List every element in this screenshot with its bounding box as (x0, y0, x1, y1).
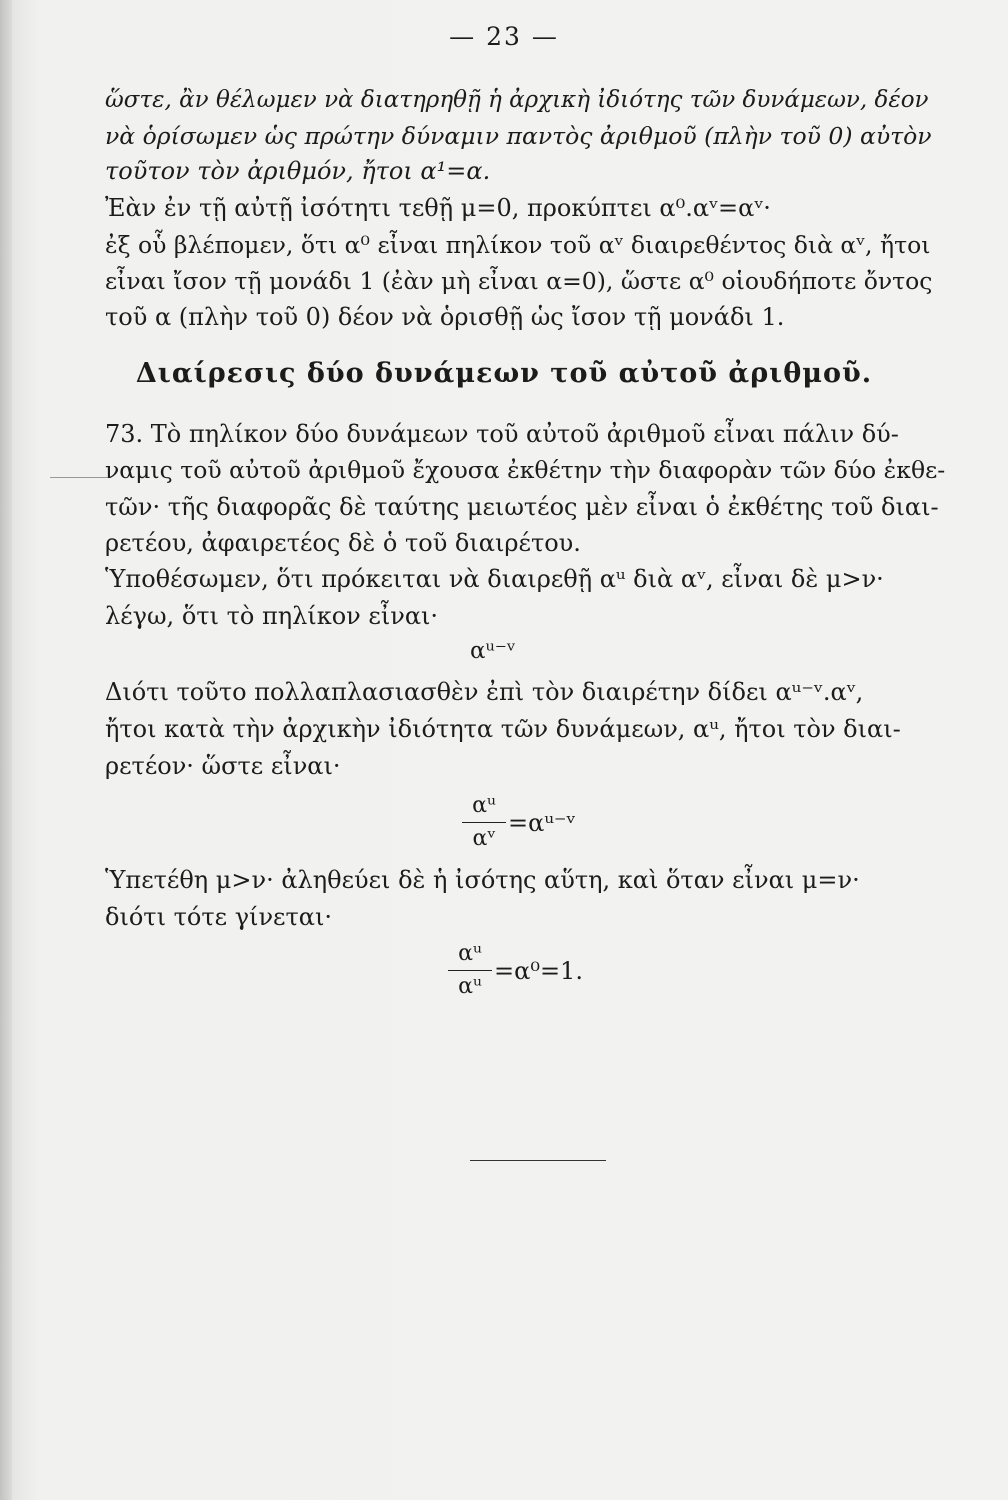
text-line: τοῦτον τὸν ἀριθμόν, ἤτοι α¹=α. (105, 157, 491, 185)
fraction-denominator: αᵛ (472, 826, 496, 851)
fraction-result: =αᵘ⁻ᵛ (508, 809, 576, 837)
page-number: — 23 — (449, 22, 559, 51)
page-spine-shadow (0, 0, 12, 1500)
fraction-equal-powers (448, 940, 492, 1001)
text-line: νὰ ὁρίσωμεν ὡς πρώτην δύναμιν παντὸς ἀριθμοῦ (πλὴν τοῦ 0) αὐτὸν (105, 122, 932, 150)
section-heading: Διαίρεσις δύο δυνάμεων τοῦ αὐτοῦ ἀριθμοῦ. (135, 358, 873, 389)
text-line: διότι τότε γίνεται· (105, 903, 332, 931)
text-line: ρετέου, ἀφαιρετέος δὲ ὁ τοῦ διαιρέτου. (105, 529, 581, 557)
fraction-denominator: αᵘ (458, 974, 482, 999)
text-line: τοῦ α (πλὴν τοῦ 0) δέον νὰ ὁρισθῇ ὡς ἴσον τῇ μονάδι 1. (105, 303, 785, 331)
fraction-bar (462, 822, 506, 823)
end-rule (470, 1160, 606, 1161)
text-line: ναμις τοῦ αὐτοῦ ἀριθμοῦ ἔχουσα ἐκθέτην τὴν διαφορὰν τῶν δύο ἐκθε- (105, 456, 946, 484)
text-line: ἐξ οὗ βλέπομεν, ὅτι α⁰ εἶναι πηλίκον τοῦ αᵛ διαιρεθέντος διὰ αᵛ, ἤτοι (105, 231, 931, 259)
text-line: ἤτοι κατὰ τὴν ἀρχικὴν ἰδιότητα τῶν δυνάμεων, αᵘ, ἤτοι τὸν διαι- (105, 715, 901, 743)
fraction-numerator: αᵘ (472, 793, 496, 818)
text-line: Ἐὰν ἐν τῇ αὐτῇ ἰσότητι τεθῇ μ=0, προκύπτει α⁰.αᵛ=αᵛ· (105, 194, 771, 222)
text-line: Ὑποθέσωμεν, ὅτι πρόκειται νὰ διαιρεθῇ αᵘ διὰ αᵛ, εἶναι δὲ μ>ν· (105, 565, 884, 593)
formula-quotient: αᵘ⁻ᵛ (470, 638, 516, 664)
text-line: Ὑπετέθη μ>ν· ἀληθεύει δὲ ἡ ἰσότης αὕτη, καὶ ὅταν εἶναι μ=ν· (105, 866, 860, 894)
fraction-numerator: αᵘ (458, 941, 482, 966)
text-line: 73. Τὸ πηλίκον δύο δυνάμεων τοῦ αὐτοῦ ἀριθμοῦ εἶναι πάλιν δύ- (105, 420, 899, 448)
text-line: λέγω, ὅτι τὸ πηλίκον εἶναι· (105, 602, 439, 630)
text-line: ὥστε, ἂν θέλωμεν νὰ διατηρηθῇ ἡ ἀρχικὴ ἰδιότης τῶν δυνάμεων, δέον (105, 87, 929, 113)
text-line: Διότι τοῦτο πολλαπλασιασθὲν ἐπὶ τὸν διαιρέτην δίδει αᵘ⁻ᵛ.αᵛ, (105, 678, 864, 706)
text-line: εἶναι ἴσον τῇ μονάδι 1 (ἐὰν μὴ εἶναι α=0), ὥστε α⁰ οἱουδήποτε ὄντος (105, 267, 933, 295)
fraction-bar (448, 970, 492, 971)
fraction-result: =α⁰=1. (494, 957, 583, 985)
margin-mark (50, 477, 108, 478)
text-line: τῶν· τῆς διαφορᾶς δὲ ταύτης μειωτέος μὲν εἶναι ὁ ἐκθέτης τοῦ διαι- (105, 493, 939, 521)
fraction-power-quotient (462, 792, 506, 853)
text-line: ρετέον· ὥστε εἶναι· (105, 752, 341, 780)
